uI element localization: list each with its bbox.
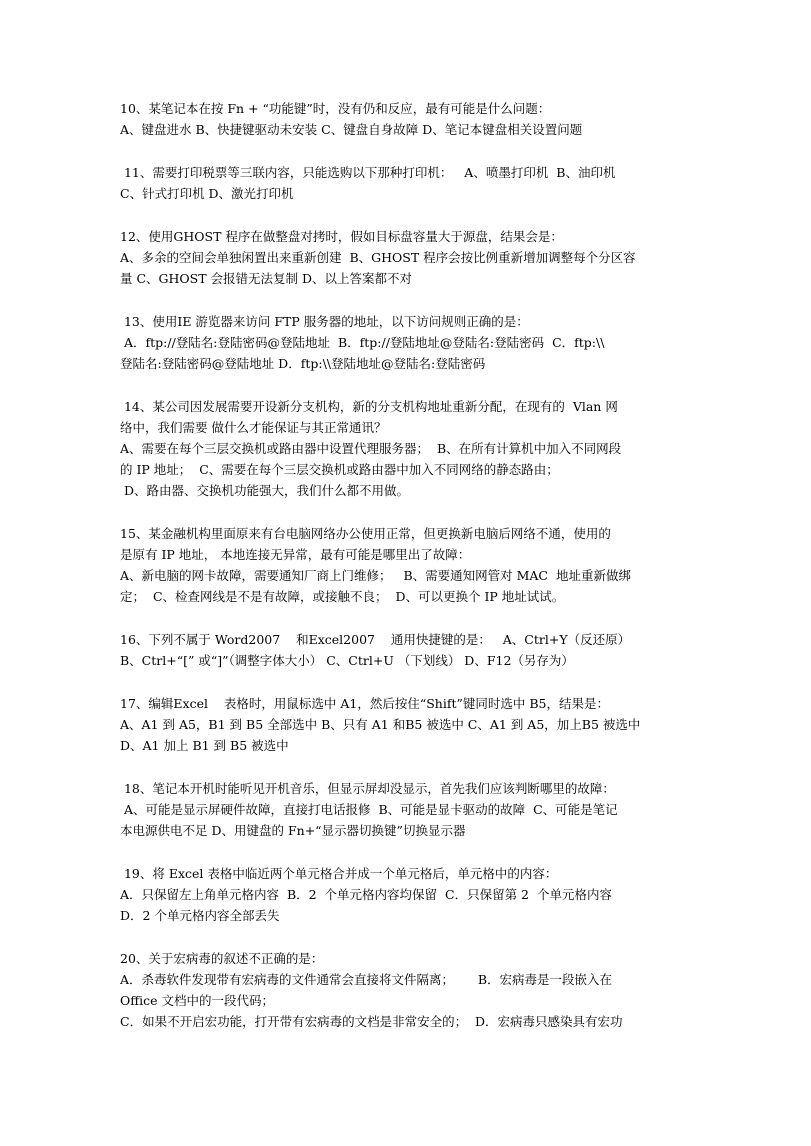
question-line: 14、某公司因发展需要开设新分支机构，新的分支机构地址重新分配，在现有的 Vlan 网 (120, 399, 618, 414)
question-line: 登陆名:登陆密码@登陆地址 D．ftp:\\登陆地址@登陆名:登陆密码 (120, 356, 486, 371)
question-19 (120, 863, 692, 926)
question-line: A．杀毒软件发现带有宏病毒的文件通常会直接将文件隔离； B．宏病毒是一段嵌入在 (120, 972, 613, 987)
question-line: 定； C、检查网线是不是有故障，或接触不良； D、可以更换个 IP 地址试试。 (120, 589, 565, 604)
question-line: Office 文档中的一段代码； (120, 993, 274, 1008)
question-line: A、键盘进水 B、快捷键驱动未安装 C、键盘自身故障 D、笔记本键盘相关设置问题 (120, 122, 583, 137)
question-16 (120, 629, 692, 671)
question-line: 13、使用IE 游览器来访问 FTP 服务器的地址，以下访问规则正确的是： (120, 314, 529, 329)
question-line: A、新电脑的网卡故障，需要通知厂商上门维修； B、需要通知网管对 MAC 地址重新做绑 (120, 568, 631, 583)
question-14 (120, 396, 692, 501)
question-10 (120, 98, 692, 140)
question-18 (120, 778, 692, 841)
question-line: A、A1 到 A5，B1 到 B5 全部选中 B、只有 A1 和B5 被选中 C、A1 到 A5，加上B5 被选中 (120, 717, 641, 732)
question-line: 的 IP 地址； C、需要在每个三层交换机或路由器中加入不同网络的静态路由； (120, 462, 559, 477)
question-line: 10、某笔记本在按 Fn + “功能键”时，没有仍和反应，最有可能是什么问题： (120, 101, 551, 116)
question-line: C．如果不开启宏功能，打开带有宏病毒的文档是非常安全的； D．宏病毒只感染具有宏功 (120, 1014, 623, 1029)
question-13 (120, 311, 692, 374)
question-line: 11、需要打印税票等三联内容，只能选购以下那种打印机： A、喷墨打印机 B、油印机 (120, 165, 616, 180)
question-line: 18、笔记本开机时能听见开机音乐，但显示屏却没显示，首先我们应该判断哪里的故障： (120, 781, 615, 796)
question-line: 本电源供电不足 D、用键盘的 Fn+“显示器切换键”切换显示器 (120, 823, 466, 838)
question-17 (120, 693, 692, 756)
question-line: A、多余的空间会单独闲置出来重新创建 B、GHOST 程序会按比例重新增加调整每个分区容 (120, 250, 636, 265)
question-line: A、可能是显示屏硬件故障，直接打电话报修 B、可能是显卡驱动的故障 C、可能是笔记 (120, 802, 618, 817)
question-line: 络中，我们需要 做什么才能保证与其正常通讯？ (120, 420, 387, 435)
question-line: 15、某金融机构里面原来有台电脑网络办公使用正常，但更换新电脑后网络不通，使用的 (120, 526, 611, 541)
question-line: A、需要在每个三层交换机或路由器中设置代理服务器； B、在所有计算机中加入不同网段 (120, 441, 622, 456)
question-line: 17、编辑Excel 表格时，用鼠标选中 A1，然后按住“Shift”键同时选中 B5，结果是： (120, 696, 609, 711)
question-line: 是原有 IP 地址， 本地连接无异常，最有可能是哪里出了故障： (120, 547, 471, 562)
question-11 (120, 162, 692, 204)
question-line: D、A1 加上 B1 到 B5 被选中 (120, 738, 289, 753)
question-line: D．2 个单元格内容全部丢失 (120, 908, 280, 923)
question-line: D、路由器、交换机功能强大，我们什么都不用做。 (120, 483, 409, 498)
question-line: 16、下列不属于 Word2007 和Excel2007 通用快捷键的是： A、Ctrl+Y（反还原） (120, 632, 631, 647)
question-line: 量 C、GHOST 会报错无法复制 D、以上答案都不对 (120, 271, 413, 286)
question-12 (120, 226, 692, 289)
question-line: 12、使用GHOST 程序在做整盘对拷时，假如目标盘容量大于源盘，结果会是： (120, 229, 563, 244)
question-line: B、Ctrl+“[” 或“]”（调整字体大小） C、Ctrl+U （下划线） D、F12（另存为） (120, 653, 574, 668)
question-20 (120, 948, 692, 1032)
question-line: 20、关于宏病毒的叙述不正确的是： (120, 951, 324, 966)
question-15 (120, 523, 692, 607)
question-line: A．ftp://登陆名:登陆密码@登陆地址 B．ftp://登陆地址@登陆名:登陆密码 C．ftp:\\ (120, 335, 605, 350)
question-line: 19、将 Excel 表格中临近两个单元格合并成一个单元格后，单元格中的内容： (120, 866, 558, 881)
question-line: C、针式打印机 D、激光打印机 (120, 186, 294, 201)
question-line: A．只保留左上角单元格内容 B．2 个单元格内容均保留 C．只保留第 2 个单元格内容 (120, 887, 612, 902)
